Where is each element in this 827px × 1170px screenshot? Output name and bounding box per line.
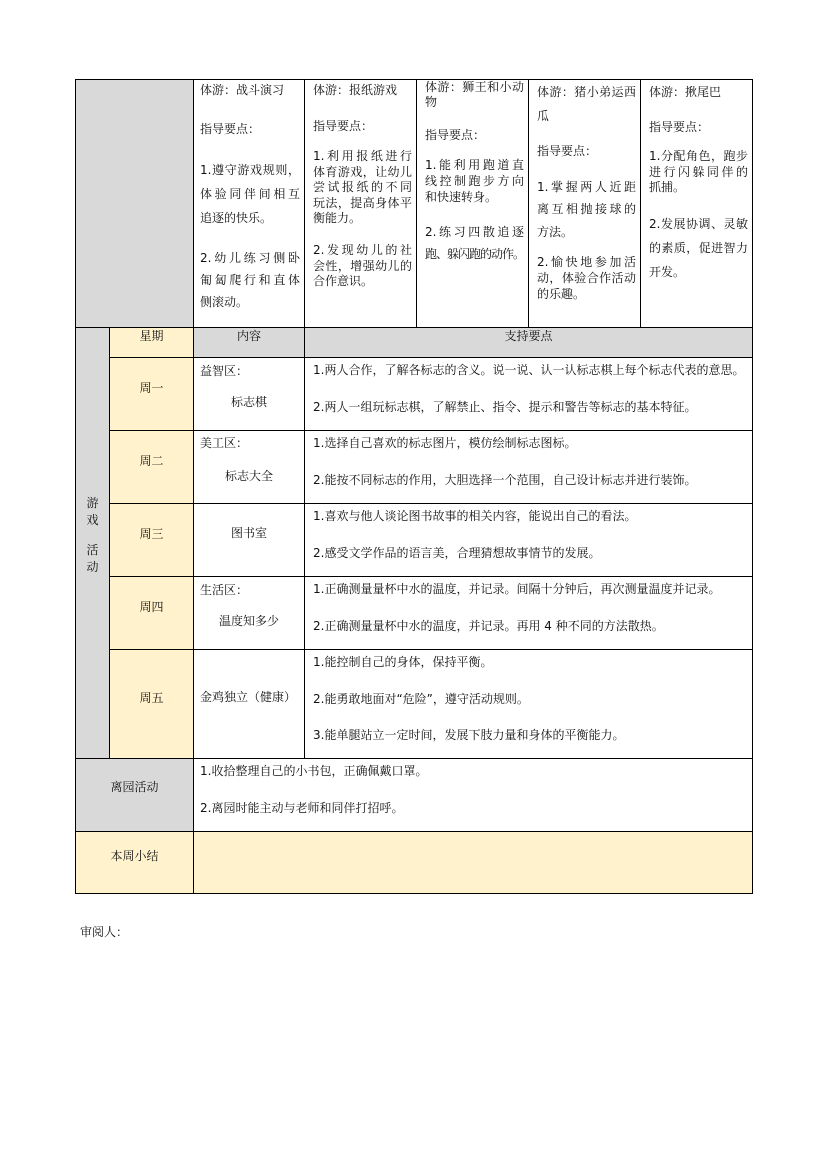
weekly-summary-content: [193, 831, 753, 894]
guide-title-line: 物: [425, 95, 438, 109]
guide-point: [200, 247, 300, 313]
guide-point-line: 追逐的快乐。: [200, 211, 273, 225]
support-point: 1.选择自己喜欢的标志图片，模仿绘制标志图标。: [313, 436, 577, 450]
activity-name: 温度知多少: [218, 614, 279, 628]
day-cell: [109, 576, 194, 650]
guide-point: [537, 254, 636, 302]
label-char: 活: [86, 543, 99, 557]
guide-cell: [640, 79, 753, 328]
activity-name: 标志棋: [230, 395, 267, 409]
day-label: 周二: [139, 454, 164, 468]
support-cell: [304, 503, 753, 577]
guide-title-line: 瓜: [537, 109, 550, 123]
corner-cell: [75, 79, 194, 328]
label-char: 戏: [86, 513, 99, 527]
guide-point-line: 开发。: [649, 265, 686, 279]
leave-item: 2.离园时能主动与老师和同伴打招呼。: [200, 800, 404, 815]
guide-point-line: 线控制跑步方向: [425, 174, 524, 188]
day-cell: [109, 357, 194, 431]
leave-activity-label: 离园活动: [110, 780, 159, 794]
support-cell: [304, 576, 753, 650]
content-cell: [193, 576, 305, 650]
support-cell: [304, 649, 753, 759]
support-point: 2.两人一组玩标志棋，了解禁止、指令、提示和警告等标志的基本特征。: [313, 399, 697, 414]
guide-point-line: 2.练习四散追逐: [425, 225, 524, 239]
support-point: 3.能单腿站立一定时间，发展下肢力量和身体的平衡能力。: [313, 728, 625, 742]
guide-point-line: 进行闪躲同伴的: [649, 164, 748, 179]
guide-point-line: 的乐趣。: [537, 287, 586, 301]
game-section-label-cell: [75, 327, 110, 759]
label-char: 动: [86, 560, 99, 574]
support-point: 2.能勇敢地面对“危险”，遵守活动规则。: [313, 691, 529, 706]
guide-point-line: 会性，增强幼儿的: [313, 258, 412, 273]
leave-item: 1.收拾整理自己的小书包，正确佩戴口罩。: [200, 764, 428, 778]
guide-point-line: 合作意识。: [313, 274, 374, 288]
guide-point: [425, 157, 524, 205]
guide-point-line: 抓捕。: [649, 180, 686, 195]
guide-cell: [304, 79, 417, 328]
guide-title-line: 体游：战斗演习: [200, 83, 285, 97]
support-point: 1.能控制自己的身体，保持平衡。: [313, 655, 493, 669]
guide-cell: [193, 79, 305, 328]
guide-point-line: 玩法，提高身体平: [313, 195, 412, 210]
guide-point-line: 动，体验合作活动: [537, 271, 636, 285]
guide-title: [200, 82, 300, 98]
guide-title-line: 体游：揪尾巴: [649, 85, 722, 99]
day-cell: [109, 649, 194, 759]
leave-activity-content: [193, 758, 753, 832]
guide-point-line: 侧滚动。: [200, 295, 249, 309]
guide-point-line: 尝试报纸的不同: [313, 180, 412, 194]
day-label: 周一: [139, 381, 164, 395]
content-cell: [193, 357, 305, 431]
support-point: 1.两人合作，了解各标志的含义。说一说、认一认标志棋上每个标志代表的意思。: [313, 363, 745, 377]
area-label: 美工区：: [200, 436, 249, 450]
guide-point-line: 匍匐爬行和直体: [200, 273, 300, 287]
guide-title: [313, 82, 412, 98]
guide-point: [313, 149, 412, 227]
weekly-summary-label: 本周小结: [110, 849, 159, 863]
support-cell: [304, 357, 753, 431]
activity-name: 标志大全: [224, 469, 273, 483]
guide-point-line: 的素质，促进智力: [649, 241, 748, 255]
header-support: 支持要点: [304, 327, 753, 358]
guide-point-line: 2.愉快地参加活: [537, 255, 636, 269]
day-label: 周五: [139, 691, 164, 705]
guide-point-line: 体验同伴间相互: [200, 187, 300, 201]
guide-point-line: 2.发展协调、灵敏: [649, 217, 748, 231]
day-cell: [109, 503, 194, 577]
weekly-summary-label-cell: [75, 831, 194, 894]
guide-title: [649, 84, 748, 100]
guide-point-line: 衡能力。: [313, 211, 362, 225]
guide-title-line: 体游：猪小弟运西: [537, 85, 636, 99]
content-cell: [193, 430, 305, 504]
game-section-label: [76, 495, 109, 576]
guide-label: 指导要点：: [200, 122, 261, 136]
guide-point: [425, 221, 524, 265]
guide-title: [537, 80, 636, 128]
header-day: 星期: [109, 327, 194, 358]
activity-name: 金鸡独立（健康）: [200, 690, 297, 704]
guide-cell: [416, 79, 529, 328]
guide-point-line: 1.利用报纸进行: [313, 149, 412, 163]
day-cell: [109, 430, 194, 504]
reviewer-label: 审阅人：: [80, 925, 129, 939]
support-point: 2.感受文学作品的语言美，合理猜想故事情节的发展。: [313, 545, 601, 560]
support-cell: [304, 430, 753, 504]
guide-point-line: 和快速转身。: [425, 190, 498, 204]
guide-point: [649, 149, 748, 196]
guide-point-line: 1.能利用跑道直: [425, 158, 524, 172]
header-content: 内容: [193, 327, 305, 358]
guide-label: 指导要点：: [425, 128, 486, 142]
guide-title-line: 体游：狮王和小动: [425, 80, 524, 94]
support-point: 2.能按不同标志的作用，大胆选择一个范围，自己设计标志并进行装饰。: [313, 472, 697, 487]
guide-point-line: 2.幼儿练习侧卧: [200, 251, 300, 265]
guide-title: [425, 80, 524, 110]
content-cell: [193, 649, 305, 759]
area-label: 生活区：: [200, 583, 249, 597]
label-char: 游: [86, 496, 99, 510]
area-label: 益智区：: [200, 364, 249, 378]
guide-point: [537, 176, 636, 244]
guide-point-line: 离互相抛接球的: [537, 202, 636, 217]
guide-point: [649, 212, 748, 284]
guide-label: 指导要点：: [649, 120, 710, 134]
guide-label: 指导要点：: [537, 144, 598, 158]
content-cell: [193, 503, 305, 577]
guide-point: [313, 243, 412, 290]
guide-point-line: 1.掌握两人近距: [537, 179, 636, 194]
guide-point-line: 方法。: [537, 224, 574, 239]
day-label: 周三: [139, 527, 164, 541]
support-point: 2.正确测量量杯中水的温度，并记录。再用 4 种不同的方法散热。: [313, 618, 664, 633]
day-label: 周四: [139, 600, 164, 614]
guide-title-line: 体游：报纸游戏: [313, 83, 398, 97]
guide-point-line: 跑、躲闪跑的动作。: [425, 247, 525, 261]
support-point: 1.喜欢与他人谈论图书故事的相关内容，能说出自己的看法。: [313, 509, 637, 523]
guide-point-line: 2.发现幼儿的社: [313, 243, 412, 257]
support-point: 1.正确测量量杯中水的温度，并记录。间隔十分钟后，再次测量温度并记录。: [313, 582, 721, 596]
guide-point-line: 1.分配角色，跑步: [649, 149, 748, 164]
guide-label: 指导要点：: [313, 119, 374, 133]
guide-point-line: 1.遵守游戏规则，: [200, 163, 300, 177]
guide-point: [200, 158, 300, 230]
leave-activity-label-cell: [75, 758, 194, 832]
activity-name: 图书室: [230, 526, 267, 540]
guide-point-line: 体育游戏，让幼儿: [313, 164, 412, 179]
guide-cell: [528, 79, 641, 328]
